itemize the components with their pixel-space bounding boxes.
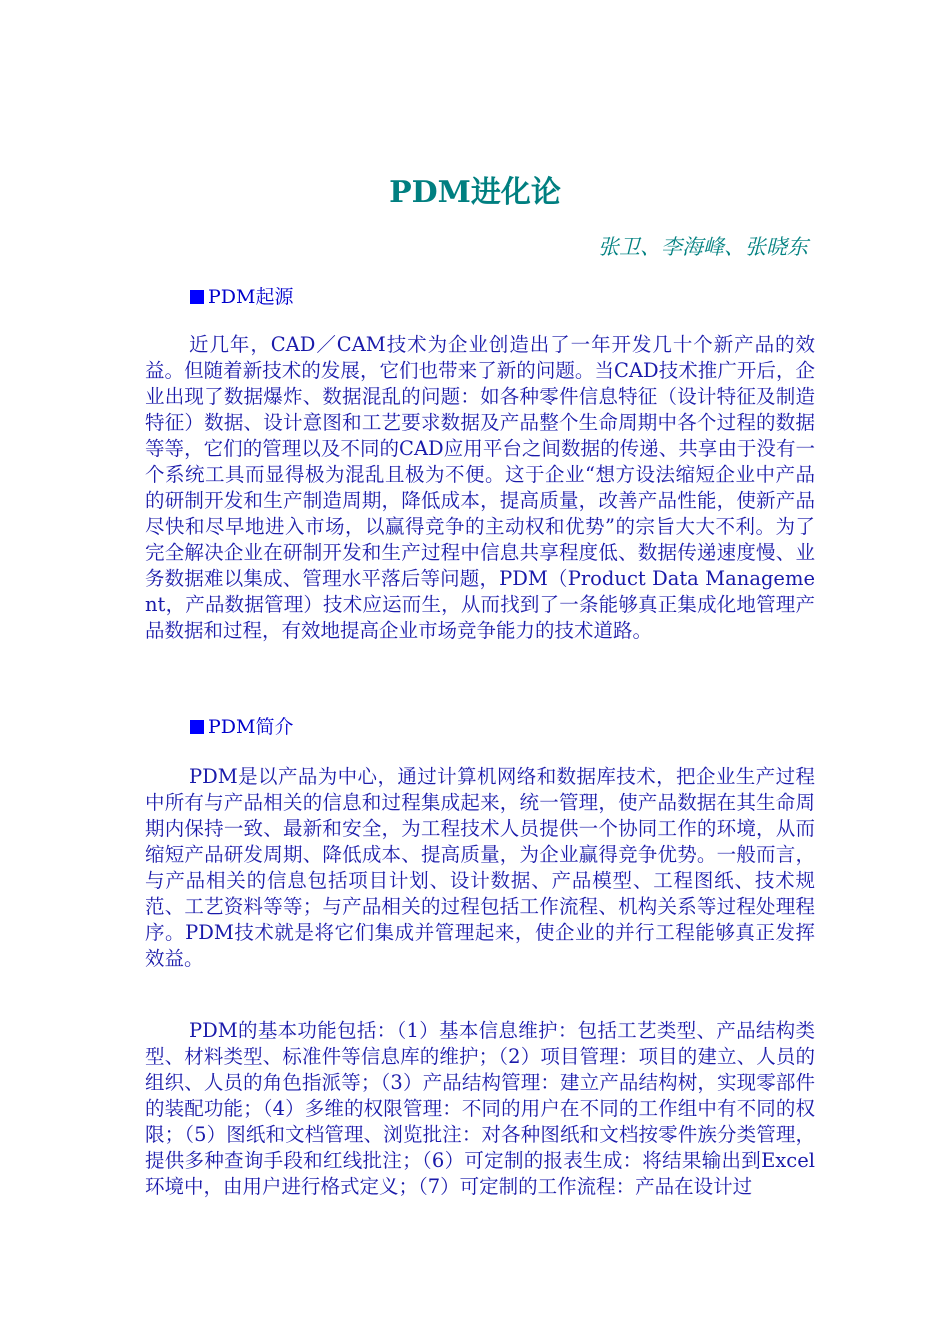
paragraph-pdm-intro: PDM是以产品为中心，通过计算机网络和数据库技术，把企业生产过程中所有与产品相关的信息和过程集成起来，统一管理，使产品数据在其生命周期内保持一致、最新和安全，为工程技术人员提供一个协同工作的环境，从而缩短产品研发周期、降低成本、提高质量，为企业赢得竞争优势。一般而言，与产品相关的信息包括项目计划、设计数据、产品模型、工程图纸、技术规范、工艺资料等等；与产品相关的过程包括工作流程、机构关系等过程处理程序。PDM技术就是将它们集成并管理起来，使企业的并行工程能够真正发挥效益。 <box>145 765 815 970</box>
blue-square-bullet-icon <box>190 720 204 734</box>
paragraph-pdm-functions: PDM的基本功能包括：（1）基本信息维护：包括工艺类型、产品结构类型、材料类型、标准件等信息库的维护；（2）项目管理：项目的建立、人员的组织、人员的角色指派等；（3）产品结构管理：建立产品结构树，实现零部件的装配功能；（4）多维的权限管理：不同的用户在不同的工作组中有不同的权限；（5）图纸和文档管理、浏览批注：对各种图纸和文档按零件族分类管理，提供多种查询手段和红线批注；（6）可定制的报表生成：将结果输出到Excel环境中，由用户进行格式定义；（7）可定制的工作流程：产品在设计过 <box>145 1019 815 1198</box>
document-authors: 张卫、李海峰、张晓东 <box>598 235 808 259</box>
section-heading-pdm-intro <box>190 714 293 740</box>
section-heading-pdm-origin <box>190 284 293 310</box>
document-title: PDM进化论 <box>389 175 561 210</box>
section-heading-label: PDM起源 <box>208 286 294 308</box>
paragraph-pdm-origin: 近几年，CAD／CAM技术为企业创造出了一年开发几十个新产品的效益。但随着新技术的发展，它们也带来了新的问题。当CAD技术推广开后，企业出现了数据爆炸、数据混乱的问题：如各种零件信息特征（设计特征及制造特征）数据、设计意图和工艺要求数据及产品整个生命周期中各个过程的数据等等，它们的管理以及不同的CAD应用平台之间数据的传递、共享由于没有一个系统工具而显得极为混乱且极为不便。这于企业“想方设法缩短企业中产品的研制开发和生产制造周期，降低成本，提高质量，改善产品性能，使新产品尽快和尽早地进入市场，以赢得竞争的主动权和优势”的宗旨大大不利。为了完全解决企业在研制开发和生产过程中信息共享程度低、数据传递速度慢、业务数据难以集成、管理水平落后等问题，PDM（Product Data Management，产品数据管理）技术应运而生，从而找到了一条能够真正集成化地管理产品数据和过程，有效地提高企业市场竞争能力的技术道路。 <box>145 333 815 642</box>
section-heading-label: PDM简介 <box>208 716 294 738</box>
blue-square-bullet-icon <box>190 290 204 304</box>
